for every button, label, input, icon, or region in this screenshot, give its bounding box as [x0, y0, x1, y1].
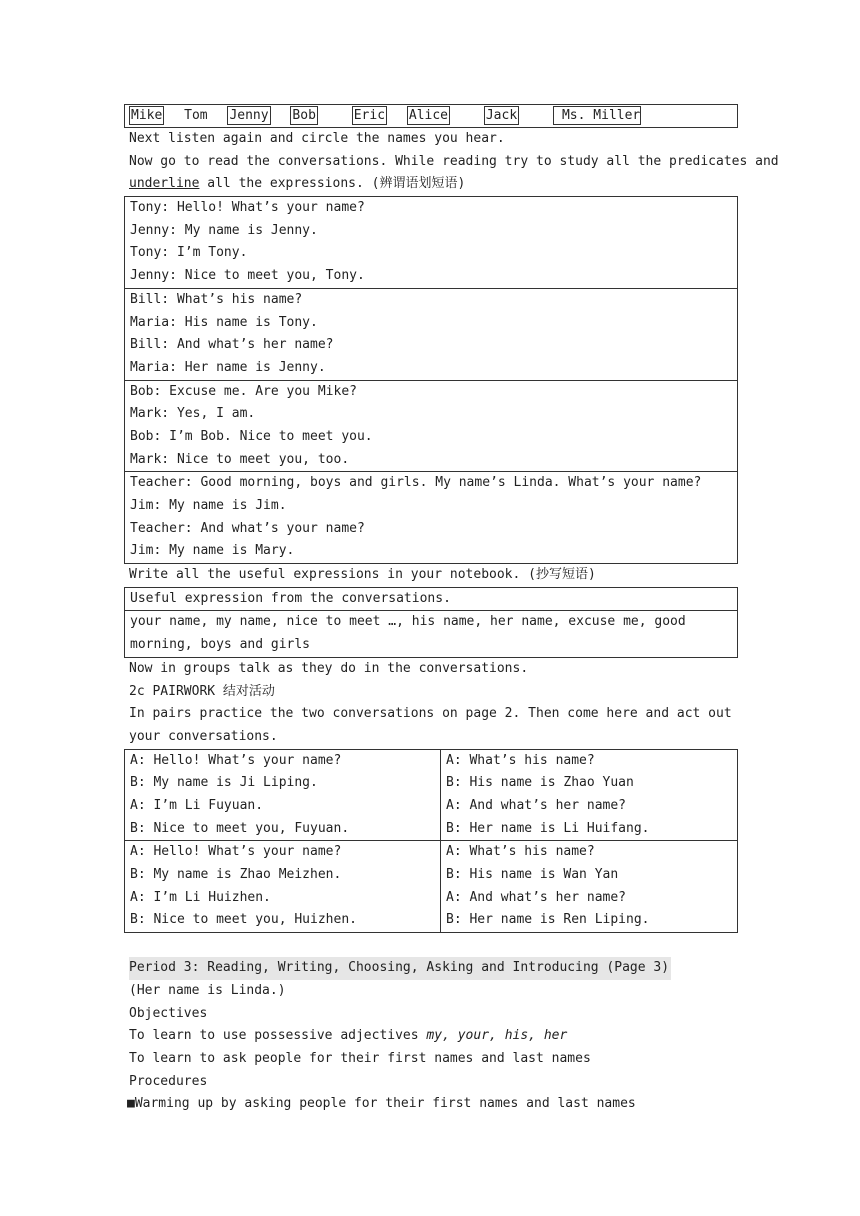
dialogue-line: A: What’s his name?	[446, 844, 595, 860]
objective-text: To learn to use possessive adjectives	[129, 1028, 427, 1044]
pairwork-cell	[125, 750, 441, 842]
dialogue-line: B: Nice to meet you, Huizhen.	[130, 912, 357, 928]
dialogue-line: A: I’m Li Huizhen.	[130, 889, 271, 905]
conversation-box	[124, 289, 738, 381]
period-heading: Period 3: Reading, Writing, Choosing, Asking and Introducing (Page 3)	[129, 957, 671, 980]
dialogue-line: Mark: Yes, I am.	[130, 406, 256, 422]
dialogue-line: B: My name is Zhao Meizhen.	[130, 867, 342, 883]
dialogue-line: Bill: What’s his name?	[130, 291, 303, 307]
dialogue-line: B: Her name is Li Huifang.	[446, 820, 650, 836]
name-box: Ms. Miller	[553, 106, 641, 125]
pairwork-cell	[441, 841, 737, 932]
pairwork-cell	[125, 841, 441, 932]
dialogue-line: Mark: Nice to meet you, too.	[130, 451, 350, 467]
objective-item	[124, 1025, 738, 1048]
useful-body: your name, my name, nice to meet …, his name, her name, excuse me, good morning, boys and girls	[130, 614, 686, 653]
dialogue-line: Tony: Hello! What’s your name?	[130, 200, 365, 216]
pairwork-cell	[441, 750, 737, 842]
dialogue-line: Maria: His name is Tony.	[130, 314, 318, 330]
dialogue-line: Jenny: My name is Jenny.	[130, 222, 318, 238]
procedure-text: Warming up by asking people for their first names and last names	[134, 1096, 636, 1112]
document-page	[124, 104, 779, 1116]
useful-header-box	[124, 587, 738, 612]
dialogue-line: A: Hello! What’s your name?	[130, 752, 342, 768]
dialogue-line: Bob: Excuse me. Are you Mike?	[130, 383, 357, 399]
dialogue-line: B: His name is Zhao Yuan	[446, 775, 634, 791]
objectives-label: Objectives	[129, 1005, 208, 1021]
instruction-read-cont	[124, 173, 738, 196]
name-box: Bob	[292, 108, 316, 123]
dialogue-line: Teacher: And what’s your name?	[130, 520, 365, 536]
period-subtitle: (Her name is Linda.)	[129, 982, 286, 998]
name-box: Alice	[408, 108, 449, 123]
name-box: Mike	[131, 108, 163, 123]
square-bullet-icon: ■	[127, 1096, 135, 1112]
pairwork-instruction: In pairs practice the two conversations on page 2. Then come here and act out your conversations.	[129, 706, 732, 744]
pairwork-table	[124, 749, 738, 934]
instruction-read: Now go to read the conversations. While reading try to study all the predicates and	[129, 153, 779, 169]
dialogue-line: B: My name is Ji Liping.	[130, 775, 318, 791]
dialogue-line: Bill: And what’s her name?	[130, 337, 334, 353]
names-row	[124, 104, 738, 128]
instruction-write: Write all the useful expressions in your notebook. (抄写短语)	[129, 567, 596, 583]
dialogue-line: Jim: My name is Jim.	[130, 498, 287, 513]
dialogue-line: Tony: I’m Tony.	[130, 245, 248, 261]
pairwork-title: 2c PAIRWORK 结对活动	[129, 683, 275, 699]
dialogue-line: A: I’m Li Fuyuan.	[130, 798, 264, 813]
underlined-word: underline	[129, 176, 200, 192]
useful-body-box	[124, 611, 738, 657]
name-box: Jack	[485, 108, 518, 123]
procedures-label: Procedures	[129, 1073, 208, 1089]
objective-item: To learn to ask people for their first names and last names	[129, 1050, 591, 1066]
dialogue-line: Jim: My name is Mary.	[130, 543, 295, 559]
instruction-groups: Now in groups talk as they do in the conversations.	[129, 660, 529, 676]
dialogue-line: A: Hello! What’s your name?	[130, 844, 342, 860]
dialogue-line: B: His name is Wan Yan	[446, 867, 619, 883]
dialogue-line: Maria: Her name is Jenny.	[130, 359, 326, 375]
objective-italic: my, your, his, her	[426, 1028, 568, 1044]
instruction-read-rest: all the expressions. (辨谓语划短语)	[199, 176, 466, 192]
instruction-listen: Next listen again and circle the names you hear.	[129, 131, 505, 146]
dialogue-line: Teacher: Good morning, boys and girls. My name’s Linda. What’s your name?	[130, 475, 702, 491]
dialogue-line: B: Her name is Ren Liping.	[446, 912, 650, 928]
conversation-box	[124, 472, 738, 564]
dialogue-line: B: Nice to meet you, Fuyuan.	[130, 820, 350, 836]
dialogue-line: Bob: I’m Bob. Nice to meet you.	[130, 428, 373, 444]
dialogue-line: A: And what’s her name?	[446, 889, 627, 905]
name-box: Eric	[353, 108, 386, 123]
dialogue-line: A: And what’s her name?	[446, 798, 627, 813]
procedure-item	[124, 1093, 738, 1116]
conversation-box	[124, 381, 738, 473]
name-box: Jenny	[229, 108, 269, 123]
conversation-box	[124, 196, 738, 289]
name-plain: Tom	[184, 108, 208, 123]
useful-header: Useful expression from the conversations.	[130, 590, 451, 606]
dialogue-line: A: What’s his name?	[446, 752, 595, 768]
period-heading-row	[124, 957, 738, 980]
dialogue-line: Jenny: Nice to meet you, Tony.	[130, 268, 365, 284]
